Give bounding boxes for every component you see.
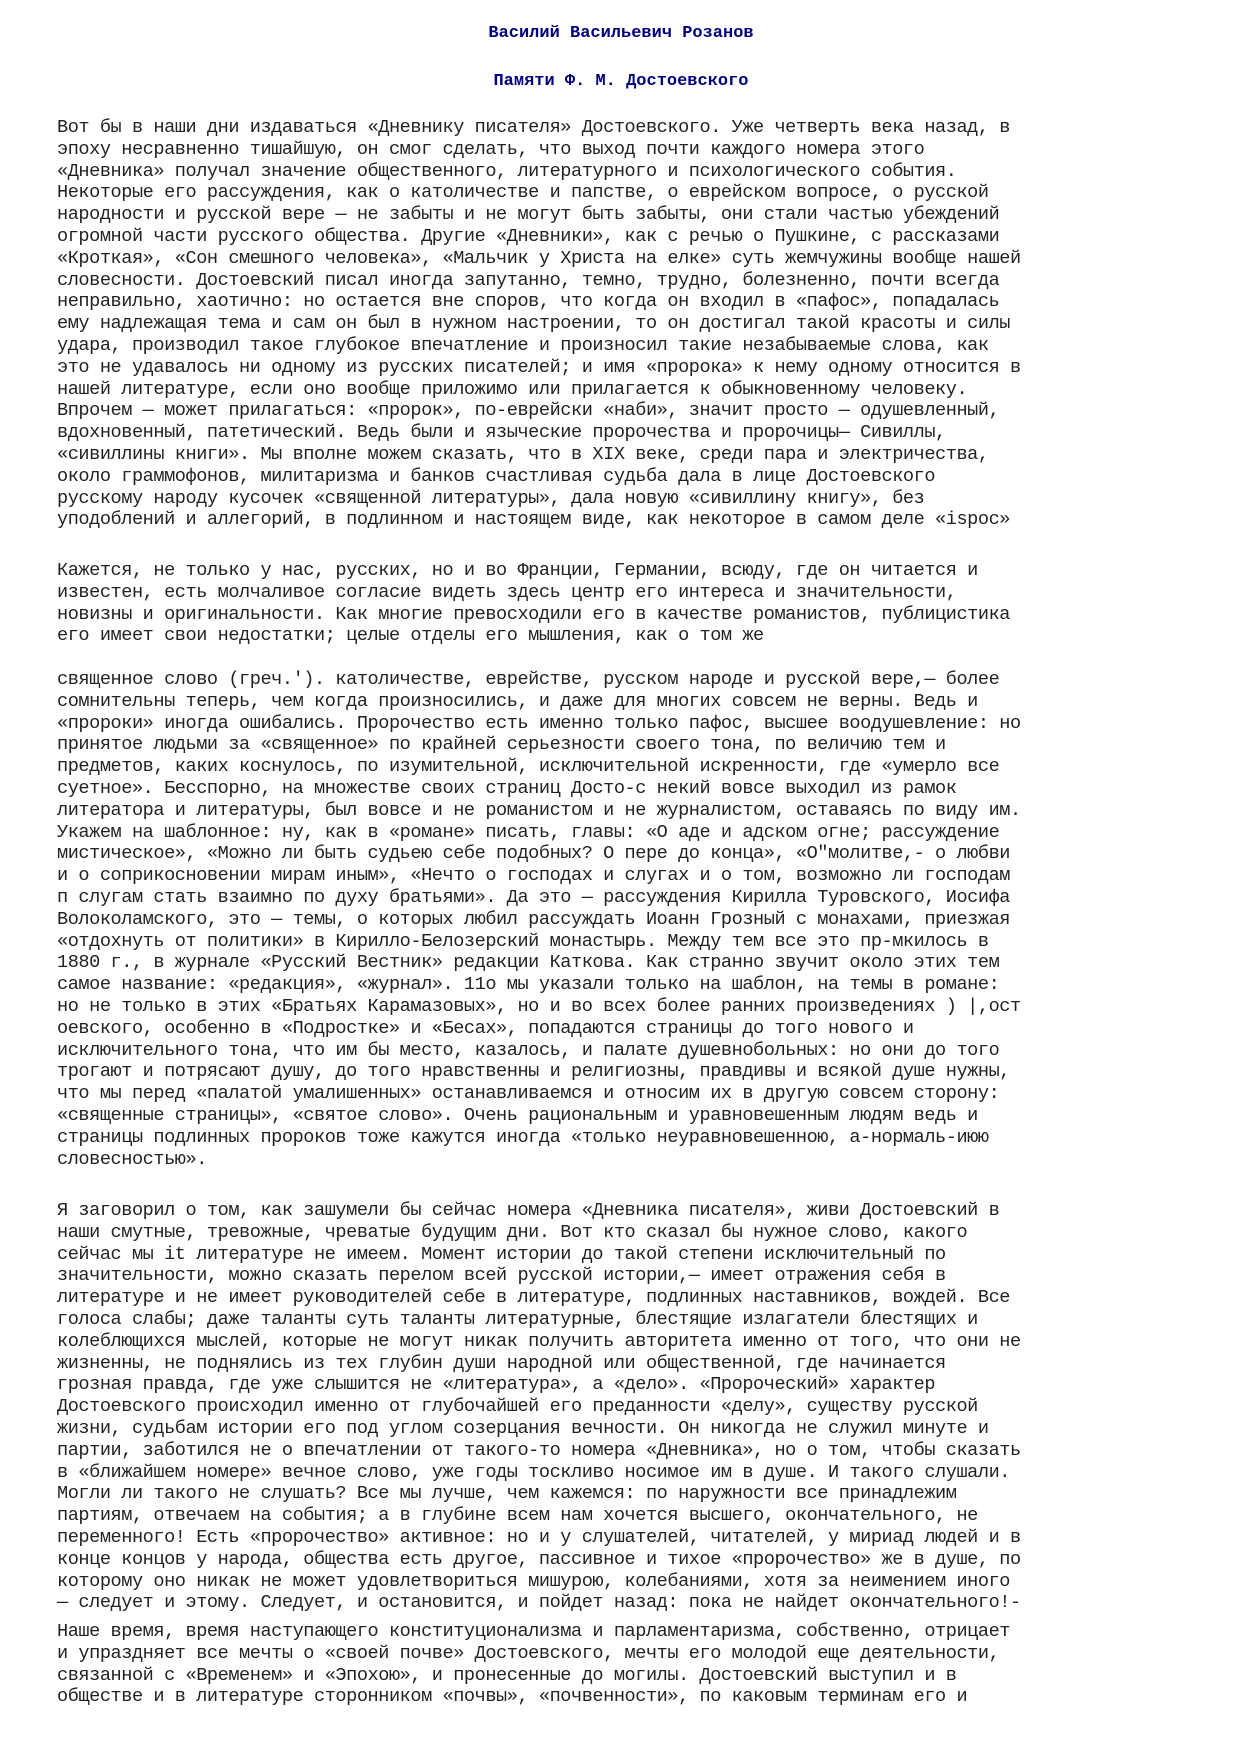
author-name: Василий Васильевич Розанов — [488, 24, 754, 43]
paragraph-1: Вот бы в наши дни издаваться «Дневнику писателя» Достоевского. Уже четверть века назад, в эпоху несравненно тишайшую, он смог сделать, что выход почти каждого номера этого «Дневника» получал значение общественного, литературного и психологического события. Некоторые его рассуждения, как о католичестве и папстве, о еврейском вопросе, о русской народности и русской вере — не забыты и не могут быть забыты, они стали частью убеждений огромной части русского общества. Другие «Дневники», как с речью о Пушкине, с рассказами «Кроткая», «Сон смешного человека», «Мальчик у Христа на елке» суть жемчужины вообще нашей словесности. Достоевский писал иногда запутанно, темно, трудно, болезненно, почти всегда неправильно, хаотично: но остается вне споров, что когда он входил в «пафос», попадалась ему надлежащая тема и сам он был в нужном настроении, то он достигал такой красоты и силы удара, производил такое глубокое впечатление и произносил такие незабываемые слова, как это не удавалось ни одному из русских писателей; и имя «пророка» к нему одному относится в нашей литературе, если оно вообще приложимо или прилагается к обыкновенному человеку. Впрочем — может прилагаться: «пророк», по-еврейски «наби», значит просто — одушевленный, вдохновенный, патетический. Ведь были и языческие пророчества и пророчицы— Сивиллы, «сивиллины книги». Мы вполне можем сказать, что в XIX веке, среди пара и электричества, около граммофонов, милитаризма и банков счастливая судьба дала в лице Достоевского русскому народу кусочек «священной литературы», дала новую «сивиллину книгу», без уподоблений и аллегорий, в подлинном и настоящем виде, как некоторое в самом деле «ispoc» — [57, 117, 1021, 531]
document-title: Памяти Ф. М. Достоевского — [493, 72, 749, 91]
paragraph-4: Я заговорил о том, как зашумели бы сейчас номера «Дневника писателя», живи Достоевский в наши смутные, тревожные, чреватые будущим дни. Вот кто сказал бы нужное слово, какого сейчас мы it литературе не имеем. Момент истории до такой степени исключительный по значительности, можно сказать перелом всей русской истории,— имеет отражения себя в литературе и не имеет руководителей себе в литературе, подлинных наставников, вождей. Все голоса слабы; даже таланты суть таланты литературные, блестящие излагатели блестящих и колеблющихся мыслей, которые не могут никак получить авторитета именно от того, что они не жизненны, не поднялись из тех глубин души народной или общественной, где начинается грозная правда, где уже слышится не «литература», а «дело». «Пророческий» характер Достоевского происходил именно от глубочайшей его преданности «делу», существу русской жизни, судьбам истории его под углом созерцания вечности. Он никогда не служил минуте и партии, заботился не о впечатлении от такого-то номера «Дневника», но о том, чтобы сказать в «ближайшем номере» вечное слово, уже годы тоскливо носимое им в душе. И такого слушали. Могли ли такого не слушать? Все мы лучше, чем кажемся: по наружности все принадлежим партиям, отвечаем на события; а в глубине всем нам хочется высшего, окончательного, не переменного! Есть «пророчество» активное: но и у слушателей, читателей, у мириад людей и в конце концов у народа, общества есть другое, пассивное и тихое «пророчество» же в душе, по которому оно никак не может удовлетвориться мишурою, колебаниями, хотя за неимением иного — следует и этому. Следует, и остановится, и пойдет назад: пока не найдет окончательного!- — [57, 1200, 1021, 1614]
paragraph-5: Наше время, время наступающего конституционализма и парламентаризма, собственно, отрицает и упраздняет все мечты о «своей почве» Достоевского, мечты его молодой еще деятельности, связанной с «Временем» и «Эпохою», и пронесенные до могилы. Достоевский выступил и в обществе и в литературе сторонником «почвы», «почвенности», по каковым терминам его и — [57, 1621, 1011, 1708]
paragraph-3: священное слово (греч.'). католичестве, еврействе, русском народе и русской вере,— более сомнительны теперь, чем когда произносились, и даже для многих совсем не верны. Ведь и «пророки» иногда ошибались. Пророчество есть именно только пафос, высшее воодушевление: но принятое людьми за «священное» по крайней серьезности своего тона, по величию тем и предметов, каких коснулось, по изумительной, исключительной искренности, где «умерло все суетное». Бесспорно, на множестве своих страниц Досто-с некий вовсе выходил из рамок литератора и литературы, был вовсе и не романистом и не журналистом, оставаясь по виду им. Укажем на шаблонное: ну, как в «романе» писать, главы: «О аде и адском огне; рассуждение мистическое», «Можно ли быть судьею себе подобных? О пере до конца», «О"молитве,- о любви и о соприкосновении мирам иным», «Нечто о господах и слугах и о том, возможно ли господам п слугам стать взаимно по духу братьями». Да это — рассуждения Кирилла Туровского, Иосифа Волоколамского, это — темы, о которых любил рассуждать Иоанн Грозный с монахами, приезжая «отдохнуть от политики» в Кирилло-Белозерский монастырь. Между тем все это пр-мкилось в 1880 г., в журнале «Русский Вестник» редакции Каткова. Как странно звучит около этих тем самое название: «редакция», «журнал». 11о мы указали только на шаблон, на темы в романе: но не только в этих «Братьях Карамазовых», но и во всех более ранних произведениях ) |,ост оевского, особенно в «Подростке» и «Бесах», попадаются страницы до того нового и исключительного тона, что им бы место, казалось, и палате душевнобольных: но они до того трогают и потрясают душу, до того нравственны и религиозны, правдивы и всякой душе нужны, что мы перед «палатой умалишенных» останавливаемся и относим их в другую совсем сторону: «священные страницы», «святое слово». Очень рациональным и уравновешенным людям ведь и страницы подлинных пророков тоже кажутся иногда «только неуравновешенною, а-нормаль-июю словесностью». — [57, 669, 1021, 1170]
paragraph-2: Кажется, не только у нас, русских, но и во Франции, Германии, всюду, где он читается и известен, есть молчаливое согласие видеть здесь центр его интереса и значительности, новизны и оригинальности. Как многие превосходили его в качестве романистов, публицистика его имеет свои недостатки; целые отделы его мышления, как о том же — [57, 560, 1011, 647]
